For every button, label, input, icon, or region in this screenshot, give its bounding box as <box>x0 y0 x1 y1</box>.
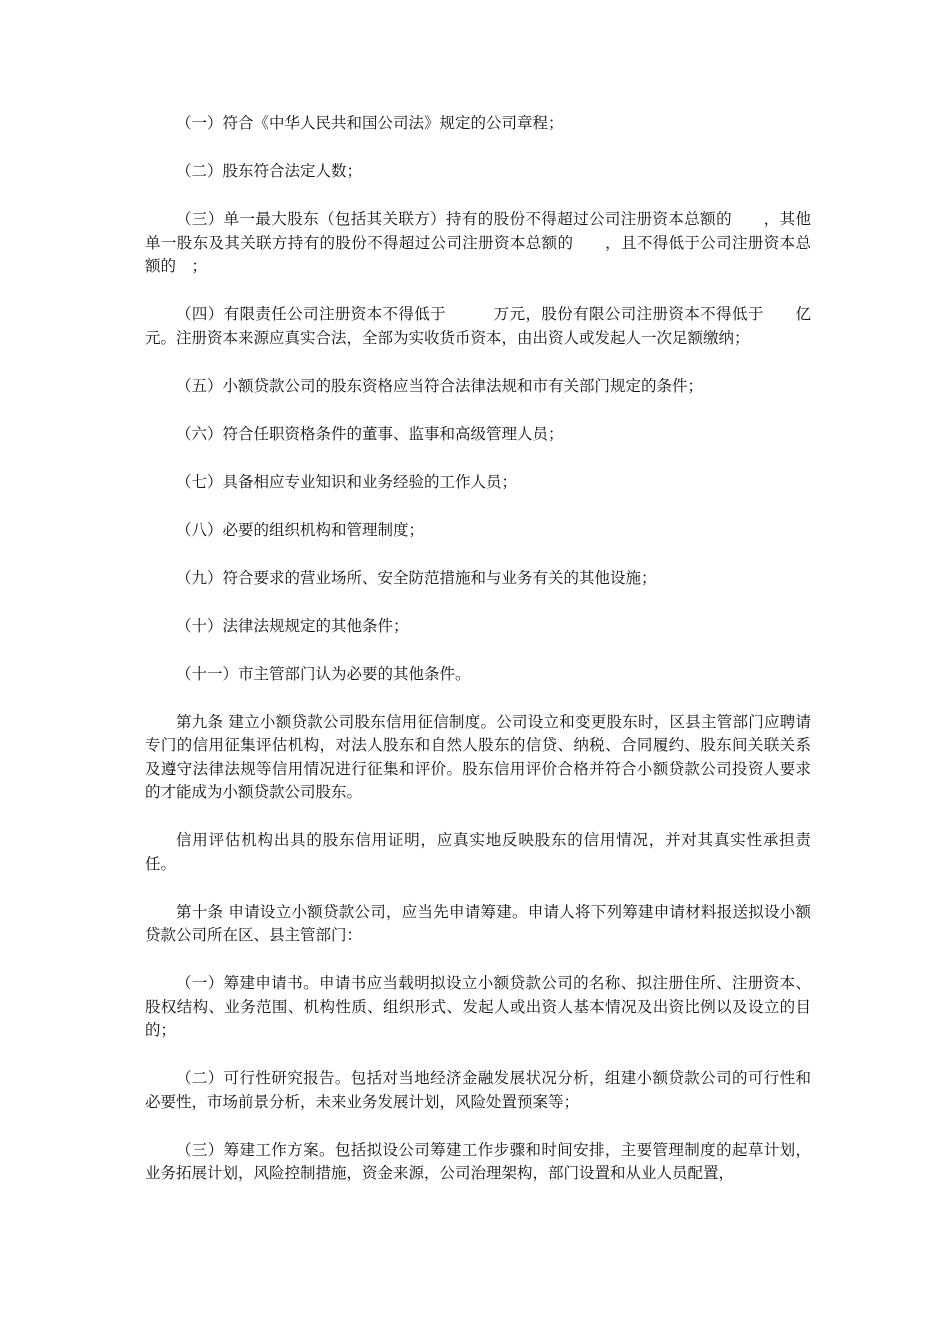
clause-9: （九）符合要求的营业场所、安全防范措施和与业务有关的其他设施； <box>176 568 657 587</box>
article-9: 第九条 建立小额贷款公司股东信用征信制度。公司设立和变更股东时，区县主管部门应聘请专门的信用征集评估机构，对法人股东和自然人股东的信贷、纳税、合同履约、股东间关联关系及遵守法律法规等信用情况进行征集和评价。股东信用评价合格并符合小额贷款公司投资人要求的才能成为小额贷款公司股东。 <box>145 712 811 801</box>
clause-4: （四）有限责任公司注册资本不得低于 万元，股份有限公司注册资本不得低于 亿元。注册资本来源应真实合法，全部为实收货币资本，由出资人或发起人一次足额缴纳； <box>145 305 811 347</box>
clause-3: （三）单一最大股东（包括其关联方）持有的股份不得超过公司注册资本总额的 ，其他单一股东及其关联方持有的股份不得超过公司注册资本总额的 ，且不得低于公司注册资本总额的 ； <box>145 210 811 275</box>
clause-2: （二）股东符合法定人数； <box>176 162 363 180</box>
clause-11: （十一）市主管部门认为必要的其他条件。 <box>176 664 471 683</box>
clause-6: （六）符合任职资格条件的董事、监事和高级管理人员； <box>176 424 564 443</box>
clause-8: （八）必要的组织机构和管理制度； <box>176 520 425 539</box>
article-10-item-2: （二）可行性研究报告。包括对当地经济金融发展状况分析，组建小额贷款公司的可行性和必要性，市场前景分析，未来业务发展计划，风险处置预案等； <box>145 1069 811 1111</box>
clause-1: （一）符合《中华人民共和国公司法》规定的公司章程； <box>176 114 564 132</box>
article-9-credit-evaluation: 信用评估机构出具的股东信用证明，应真实地反映股东的信用情况，并对其真实性承担责任。 <box>145 831 811 873</box>
clause-7: （七）具备相应专业知识和业务经验的工作人员； <box>176 472 518 491</box>
clause-10: （十）法律法规规定的其他条件； <box>176 616 409 635</box>
document-page <box>145 112 811 1210</box>
article-10-item-1: （一）筹建申请书。申请书应当载明拟设立小额贷款公司的名称、拟注册住所、注册资本、股权结构、业务范围、机构性质、组织形式、发起人或出资人基本情况及出资比例以及设立的目的； <box>145 974 811 1039</box>
clause-5: （五）小额贷款公司的股东资格应当符合法律法规和市有关部门规定的条件； <box>176 376 704 395</box>
article-10: 第十条 申请设立小额贷款公司，应当先申请筹建。申请人将下列筹建申请材料报送拟设小额贷款公司所在区、县主管部门： <box>145 902 811 944</box>
article-10-item-3: （三）筹建工作方案。包括拟设公司筹建工作步骤和时间安排，主要管理制度的起草计划，业务拓展计划，风险控制措施，资金来源，公司治理架构，部门设置和从业人员配置， <box>145 1140 811 1182</box>
